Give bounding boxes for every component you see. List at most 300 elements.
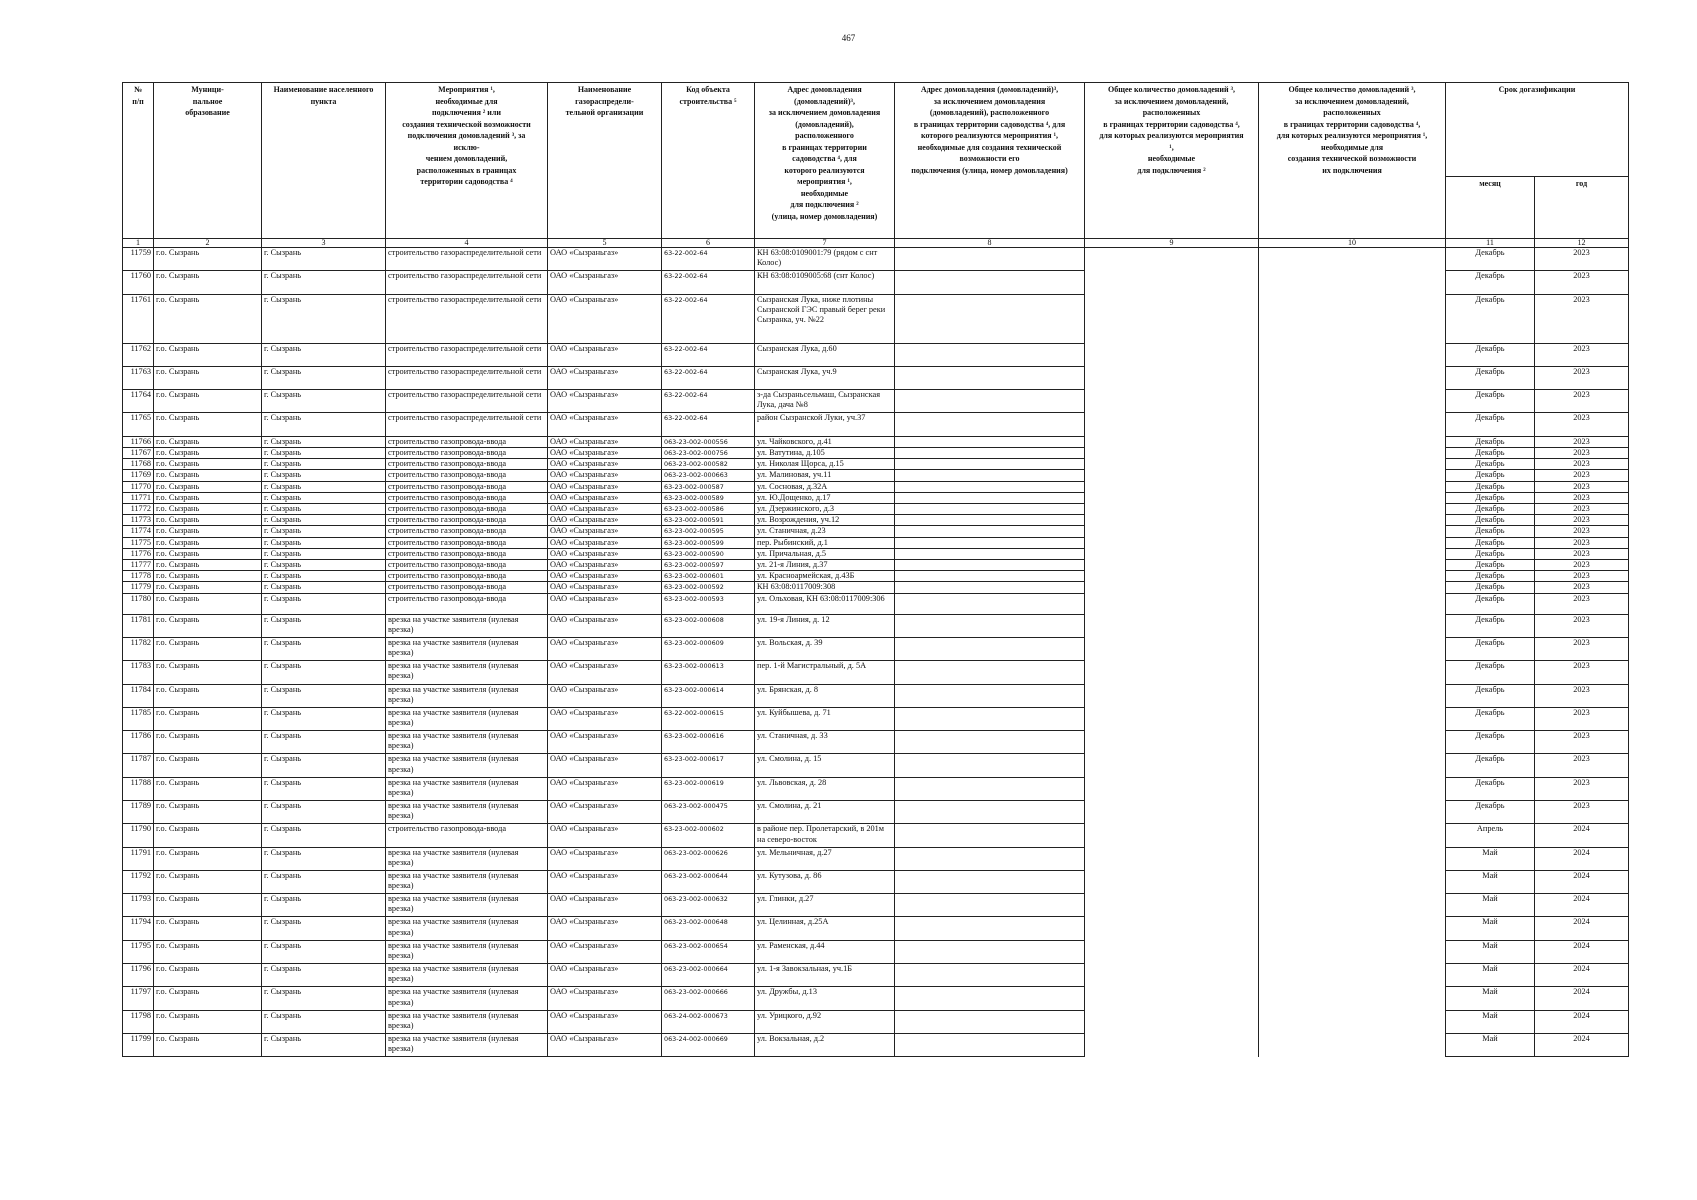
measure-cell: врезка на участке заявителя (нулевая врезка) (386, 754, 548, 777)
organization-cell: ОАО «Сызраньгаз» (548, 1010, 662, 1033)
month-cell: Декабрь (1446, 777, 1535, 800)
address-cell: ул. Брянская, д. 8 (755, 684, 895, 707)
address-technical-cell (895, 777, 1085, 800)
year-cell: 2024 (1535, 1010, 1629, 1033)
count-technical-cell (1259, 548, 1446, 559)
count-connection-cell (1085, 661, 1259, 684)
page-number: 467 (841, 33, 856, 43)
table-row (123, 940, 1629, 963)
table-row (123, 343, 1629, 366)
object-code-cell: 63-22-002-64 (662, 248, 755, 271)
table-row (123, 731, 1629, 754)
count-technical-cell (1259, 481, 1446, 492)
address-cell: ул. Вокзальная, д.2 (755, 1033, 895, 1056)
month-cell: Декабрь (1446, 560, 1535, 571)
measure-cell: строительство газораспределительной сети (386, 271, 548, 294)
object-code-cell: 63-23-002-000589 (662, 492, 755, 503)
year-cell: 2023 (1535, 504, 1629, 515)
year-cell: 2023 (1535, 707, 1629, 730)
year-cell: 2023 (1535, 515, 1629, 526)
month-cell: Май (1446, 1033, 1535, 1056)
municipality-cell: г.о. Сызрань (154, 801, 262, 824)
row-number: 11761 (123, 294, 154, 343)
municipality-cell: г.о. Сызрань (154, 707, 262, 730)
year-cell: 2023 (1535, 777, 1629, 800)
row-number: 11766 (123, 436, 154, 447)
count-connection-cell (1085, 1010, 1259, 1033)
address-cell: ул. Возрождения, уч.12 (755, 515, 895, 526)
address-technical-cell (895, 964, 1085, 987)
count-connection-cell (1085, 637, 1259, 660)
year-cell: 2023 (1535, 526, 1629, 537)
count-technical-cell (1259, 294, 1446, 343)
table-row (123, 987, 1629, 1010)
municipality-cell: г.о. Сызрань (154, 777, 262, 800)
year-cell: 2023 (1535, 366, 1629, 389)
address-cell: КН 63:08:0109005:68 (снт Колос) (755, 271, 895, 294)
settlement-cell: г. Сызрань (262, 593, 386, 614)
object-code-cell: 63-23-002-000587 (662, 481, 755, 492)
month-cell: Декабрь (1446, 754, 1535, 777)
organization-cell: ОАО «Сызраньгаз» (548, 870, 662, 893)
measure-cell: врезка на участке заявителя (нулевая врезка) (386, 940, 548, 963)
settlement-cell: г. Сызрань (262, 684, 386, 707)
organization-cell: ОАО «Сызраньгаз» (548, 777, 662, 800)
measure-cell: врезка на участке заявителя (нулевая врезка) (386, 801, 548, 824)
table-row (123, 390, 1629, 413)
organization-cell: ОАО «Сызраньгаз» (548, 492, 662, 503)
table-row (123, 492, 1629, 503)
object-code-cell: 63-22-002-64 (662, 343, 755, 366)
address-technical-cell (895, 847, 1085, 870)
organization-cell: ОАО «Сызраньгаз» (548, 294, 662, 343)
organization-cell: ОАО «Сызраньгаз» (548, 637, 662, 660)
measure-cell: строительство газопровода-ввода (386, 593, 548, 614)
municipality-cell: г.о. Сызрань (154, 1033, 262, 1056)
count-technical-cell (1259, 515, 1446, 526)
month-cell: Декабрь (1446, 271, 1535, 294)
measure-cell: врезка на участке заявителя (нулевая врезка) (386, 614, 548, 637)
organization-cell: ОАО «Сызраньгаз» (548, 940, 662, 963)
row-number: 11785 (123, 707, 154, 730)
object-code-cell: 063-23-002-000475 (662, 801, 755, 824)
settlement-cell: г. Сызрань (262, 481, 386, 492)
count-connection-cell (1085, 366, 1259, 389)
month-cell: Май (1446, 870, 1535, 893)
municipality-cell: г.о. Сызрань (154, 593, 262, 614)
month-cell: Декабрь (1446, 537, 1535, 548)
count-connection-cell (1085, 582, 1259, 593)
row-number: 11772 (123, 504, 154, 515)
count-technical-cell (1259, 504, 1446, 515)
municipality-cell: г.о. Сызрань (154, 987, 262, 1010)
municipality-cell: г.о. Сызрань (154, 582, 262, 593)
year-cell: 2023 (1535, 492, 1629, 503)
measure-cell: врезка на участке заявителя (нулевая врезка) (386, 1033, 548, 1056)
address-technical-cell (895, 894, 1085, 917)
address-cell: з-да Сызраньсельмаш, Сызранская Лука, дача №8 (755, 390, 895, 413)
row-number: 11799 (123, 1033, 154, 1056)
address-cell: ул. Раменская, д.44 (755, 940, 895, 963)
municipality-cell: г.о. Сызрань (154, 366, 262, 389)
address-technical-cell (895, 824, 1085, 847)
municipality-cell: г.о. Сызрань (154, 515, 262, 526)
header-count-technical: Общее количество домовладений ³, за исключением домовладений, расположенных в границах территории садоводства ⁴, для которых реализуются мероприятия ¹, необходимые для создания технической возможности их подключения (1259, 83, 1446, 239)
count-technical-cell (1259, 366, 1446, 389)
table-row (123, 515, 1629, 526)
municipality-cell: г.о. Сызрань (154, 661, 262, 684)
organization-cell: ОАО «Сызраньгаз» (548, 390, 662, 413)
table-row (123, 917, 1629, 940)
address-cell: ул. Вольская, д. 39 (755, 637, 895, 660)
row-number: 11762 (123, 343, 154, 366)
municipality-cell: г.о. Сызрань (154, 870, 262, 893)
row-number: 11789 (123, 801, 154, 824)
address-cell: ул. Мельничная, д.27 (755, 847, 895, 870)
header-measures: Мероприятия ¹, необходимые для подключения ² или создания технической возможности подключения домовладений ³, за исклю- чением домовладений, расположенных в границах территории садоводства ⁴ (386, 83, 548, 239)
month-cell: Декабрь (1446, 343, 1535, 366)
settlement-cell: г. Сызрань (262, 870, 386, 893)
month-cell: Декабрь (1446, 571, 1535, 582)
table-row (123, 777, 1629, 800)
organization-cell: ОАО «Сызраньгаз» (548, 894, 662, 917)
settlement-cell: г. Сызрань (262, 1010, 386, 1033)
table-row (123, 248, 1629, 271)
measure-cell: врезка на участке заявителя (нулевая врезка) (386, 964, 548, 987)
address-cell: ул. Станичная, д.23 (755, 526, 895, 537)
settlement-cell: г. Сызрань (262, 707, 386, 730)
settlement-cell: г. Сызрань (262, 614, 386, 637)
year-cell: 2023 (1535, 754, 1629, 777)
address-cell: Сызранская Лука, уч.9 (755, 366, 895, 389)
month-cell: Декабрь (1446, 582, 1535, 593)
measure-cell: строительство газопровода-ввода (386, 459, 548, 470)
organization-cell: ОАО «Сызраньгаз» (548, 515, 662, 526)
municipality-cell: г.о. Сызрань (154, 847, 262, 870)
settlement-cell: г. Сызрань (262, 343, 386, 366)
organization-cell: ОАО «Сызраньгаз» (548, 470, 662, 481)
object-code-cell: 63-23-002-000616 (662, 731, 755, 754)
header-address-connection: Адрес домовладения (домовладений)³, за исключением домовладения (домовладений), расположенного в границах территории садоводства ⁴, для которого реализуются мероприятия ¹, необходимые для подключения ² (улица, номер домовладения) (755, 83, 895, 239)
measure-cell: строительство газораспределительной сети (386, 390, 548, 413)
address-cell: ул. Чайковского, д.41 (755, 436, 895, 447)
month-cell: Декабрь (1446, 731, 1535, 754)
count-connection-cell (1085, 731, 1259, 754)
municipality-cell: г.о. Сызрань (154, 754, 262, 777)
count-technical-cell (1259, 684, 1446, 707)
measure-cell: врезка на участке заявителя (нулевая врезка) (386, 777, 548, 800)
table-row (123, 801, 1629, 824)
settlement-cell: г. Сызрань (262, 447, 386, 458)
address-technical-cell (895, 481, 1085, 492)
measure-cell: строительство газопровода-ввода (386, 436, 548, 447)
table-row (123, 637, 1629, 660)
address-technical-cell (895, 470, 1085, 481)
count-technical-cell (1259, 526, 1446, 537)
settlement-cell: г. Сызрань (262, 390, 386, 413)
year-cell: 2023 (1535, 593, 1629, 614)
header-object-code: Код объекта строительства ⁵ (662, 83, 755, 239)
address-technical-cell (895, 801, 1085, 824)
count-technical-cell (1259, 492, 1446, 503)
table-row (123, 271, 1629, 294)
row-number: 11776 (123, 548, 154, 559)
address-cell: ул. Малиновая, уч.11 (755, 470, 895, 481)
object-code-cell: 63-22-002-64 (662, 294, 755, 343)
row-number: 11764 (123, 390, 154, 413)
count-connection-cell (1085, 548, 1259, 559)
settlement-cell: г. Сызрань (262, 413, 386, 436)
organization-cell: ОАО «Сызраньгаз» (548, 271, 662, 294)
object-code-cell: 63-23-002-000593 (662, 593, 755, 614)
object-code-cell: 63-23-002-000592 (662, 582, 755, 593)
row-number: 11778 (123, 571, 154, 582)
month-cell: Декабрь (1446, 436, 1535, 447)
count-technical-cell (1259, 614, 1446, 637)
organization-cell: ОАО «Сызраньгаз» (548, 343, 662, 366)
address-cell: ул. Станичная, д. 33 (755, 731, 895, 754)
object-code-cell: 63-23-002-000602 (662, 824, 755, 847)
table-row (123, 870, 1629, 893)
year-cell: 2023 (1535, 343, 1629, 366)
year-cell: 2023 (1535, 661, 1629, 684)
month-cell: Декабрь (1446, 294, 1535, 343)
year-cell: 2024 (1535, 964, 1629, 987)
gasification-table (122, 82, 1629, 1057)
municipality-cell: г.о. Сызрань (154, 684, 262, 707)
settlement-cell: г. Сызрань (262, 492, 386, 503)
measure-cell: строительство газопровода-ввода (386, 560, 548, 571)
address-cell: КН 63:08:0109001:79 (рядом с снт Колос) (755, 248, 895, 271)
address-technical-cell (895, 515, 1085, 526)
address-technical-cell (895, 754, 1085, 777)
object-code-cell: 063-23-002-000648 (662, 917, 755, 940)
count-technical-cell (1259, 964, 1446, 987)
count-connection-cell (1085, 294, 1259, 343)
count-connection-cell (1085, 917, 1259, 940)
object-code-cell: 063-23-002-000663 (662, 470, 755, 481)
count-technical-cell (1259, 537, 1446, 548)
municipality-cell: г.о. Сызрань (154, 470, 262, 481)
count-connection-cell (1085, 571, 1259, 582)
column-number: 12 (1535, 239, 1629, 248)
organization-cell: ОАО «Сызраньгаз» (548, 548, 662, 559)
row-number: 11793 (123, 894, 154, 917)
municipality-cell: г.о. Сызрань (154, 447, 262, 458)
count-connection-cell (1085, 526, 1259, 537)
settlement-cell: г. Сызрань (262, 661, 386, 684)
object-code-cell: 63-23-002-000619 (662, 777, 755, 800)
table-row (123, 294, 1629, 343)
column-number: 2 (154, 239, 262, 248)
row-number: 11775 (123, 537, 154, 548)
header-deadline: Срок догазификации (1446, 83, 1629, 177)
address-cell: ул. Ватутина, д.105 (755, 447, 895, 458)
settlement-cell: г. Сызрань (262, 917, 386, 940)
count-connection-cell (1085, 707, 1259, 730)
header-number: № п/п (123, 83, 154, 239)
address-technical-cell (895, 548, 1085, 559)
measure-cell: строительство газопровода-ввода (386, 481, 548, 492)
row-number: 11792 (123, 870, 154, 893)
address-technical-cell (895, 731, 1085, 754)
address-technical-cell (895, 343, 1085, 366)
count-connection-cell (1085, 593, 1259, 614)
municipality-cell: г.о. Сызрань (154, 824, 262, 847)
year-cell: 2023 (1535, 614, 1629, 637)
row-number: 11783 (123, 661, 154, 684)
month-cell: Декабрь (1446, 661, 1535, 684)
address-technical-cell (895, 560, 1085, 571)
year-cell: 2023 (1535, 459, 1629, 470)
column-number: 7 (755, 239, 895, 248)
municipality-cell: г.о. Сызрань (154, 294, 262, 343)
organization-cell: ОАО «Сызраньгаз» (548, 593, 662, 614)
address-technical-cell (895, 917, 1085, 940)
organization-cell: ОАО «Сызраньгаз» (548, 847, 662, 870)
month-cell: Апрель (1446, 824, 1535, 847)
count-connection-cell (1085, 894, 1259, 917)
table-row (123, 447, 1629, 458)
count-technical-cell (1259, 731, 1446, 754)
measure-cell: врезка на участке заявителя (нулевая врезка) (386, 870, 548, 893)
month-cell: Декабрь (1446, 637, 1535, 660)
settlement-cell: г. Сызрань (262, 560, 386, 571)
measure-cell: врезка на участке заявителя (нулевая врезка) (386, 894, 548, 917)
count-connection-cell (1085, 940, 1259, 963)
measure-cell: строительство газопровода-ввода (386, 582, 548, 593)
settlement-cell: г. Сызрань (262, 1033, 386, 1056)
object-code-cell: 63-22-002-000615 (662, 707, 755, 730)
header-settlement: Наименование населенного пункта (262, 83, 386, 239)
table-row (123, 593, 1629, 614)
address-technical-cell (895, 593, 1085, 614)
row-number: 11796 (123, 964, 154, 987)
row-number: 11795 (123, 940, 154, 963)
measure-cell: строительство газопровода-ввода (386, 492, 548, 503)
month-cell: Май (1446, 917, 1535, 940)
count-technical-cell (1259, 248, 1446, 271)
settlement-cell: г. Сызрань (262, 801, 386, 824)
table-row (123, 614, 1629, 637)
count-connection-cell (1085, 614, 1259, 637)
address-cell: район Сызранской Луки, уч.37 (755, 413, 895, 436)
measure-cell: строительство газопровода-ввода (386, 548, 548, 559)
row-number: 11759 (123, 248, 154, 271)
month-cell: Декабрь (1446, 801, 1535, 824)
column-number: 5 (548, 239, 662, 248)
address-cell: ул. 19-я Линия, д. 12 (755, 614, 895, 637)
address-technical-cell (895, 1010, 1085, 1033)
municipality-cell: г.о. Сызрань (154, 940, 262, 963)
year-cell: 2023 (1535, 481, 1629, 492)
table-row (123, 470, 1629, 481)
organization-cell: ОАО «Сызраньгаз» (548, 537, 662, 548)
month-cell: Декабрь (1446, 526, 1535, 537)
object-code-cell: 63-23-002-000614 (662, 684, 755, 707)
table-row (123, 366, 1629, 389)
count-connection-cell (1085, 987, 1259, 1010)
row-number: 11765 (123, 413, 154, 436)
settlement-cell: г. Сызрань (262, 637, 386, 660)
settlement-cell: г. Сызрань (262, 271, 386, 294)
column-numbers-row (123, 239, 1629, 248)
row-number: 11760 (123, 271, 154, 294)
address-technical-cell (895, 413, 1085, 436)
organization-cell: ОАО «Сызраньгаз» (548, 964, 662, 987)
municipality-cell: г.о. Сызрань (154, 413, 262, 436)
object-code-cell: 63-23-002-000591 (662, 515, 755, 526)
month-cell: Декабрь (1446, 390, 1535, 413)
address-technical-cell (895, 390, 1085, 413)
municipality-cell: г.о. Сызрань (154, 1010, 262, 1033)
address-technical-cell (895, 271, 1085, 294)
year-cell: 2023 (1535, 248, 1629, 271)
measure-cell: врезка на участке заявителя (нулевая врезка) (386, 1010, 548, 1033)
address-technical-cell (895, 537, 1085, 548)
municipality-cell: г.о. Сызрань (154, 537, 262, 548)
object-code-cell: 063-23-002-000632 (662, 894, 755, 917)
organization-cell: ОАО «Сызраньгаз» (548, 248, 662, 271)
settlement-cell: г. Сызрань (262, 459, 386, 470)
organization-cell: ОАО «Сызраньгаз» (548, 366, 662, 389)
row-number: 11771 (123, 492, 154, 503)
address-technical-cell (895, 526, 1085, 537)
municipality-cell: г.о. Сызрань (154, 481, 262, 492)
address-cell: ул. Дзержинского, д.3 (755, 504, 895, 515)
year-cell: 2024 (1535, 917, 1629, 940)
organization-cell: ОАО «Сызраньгаз» (548, 447, 662, 458)
count-connection-cell (1085, 777, 1259, 800)
year-cell: 2023 (1535, 436, 1629, 447)
municipality-cell: г.о. Сызрань (154, 548, 262, 559)
column-number: 9 (1085, 239, 1259, 248)
municipality-cell: г.о. Сызрань (154, 390, 262, 413)
row-number: 11768 (123, 459, 154, 470)
column-number: 3 (262, 239, 386, 248)
row-number: 11781 (123, 614, 154, 637)
settlement-cell: г. Сызрань (262, 987, 386, 1010)
object-code-cell: 63-22-002-64 (662, 271, 755, 294)
address-cell: ул. Николая Щорса, д.15 (755, 459, 895, 470)
row-number: 11780 (123, 593, 154, 614)
object-code-cell: 63-23-002-000586 (662, 504, 755, 515)
measure-cell: строительство газораспределительной сети (386, 294, 548, 343)
month-cell: Декабрь (1446, 413, 1535, 436)
count-technical-cell (1259, 447, 1446, 458)
row-number: 11786 (123, 731, 154, 754)
year-cell: 2023 (1535, 470, 1629, 481)
organization-cell: ОАО «Сызраньгаз» (548, 413, 662, 436)
row-number: 11769 (123, 470, 154, 481)
month-cell: Декабрь (1446, 366, 1535, 389)
month-cell: Май (1446, 894, 1535, 917)
address-technical-cell (895, 684, 1085, 707)
measure-cell: врезка на участке заявителя (нулевая врезка) (386, 707, 548, 730)
count-technical-cell (1259, 436, 1446, 447)
settlement-cell: г. Сызрань (262, 571, 386, 582)
object-code-cell: 063-23-002-000626 (662, 847, 755, 870)
address-cell: ул. Смолина, д. 21 (755, 801, 895, 824)
address-technical-cell (895, 436, 1085, 447)
table-row (123, 1033, 1629, 1056)
table-row (123, 661, 1629, 684)
address-technical-cell (895, 1033, 1085, 1056)
address-technical-cell (895, 571, 1085, 582)
month-cell: Декабрь (1446, 684, 1535, 707)
month-cell: Декабрь (1446, 492, 1535, 503)
month-cell: Май (1446, 987, 1535, 1010)
